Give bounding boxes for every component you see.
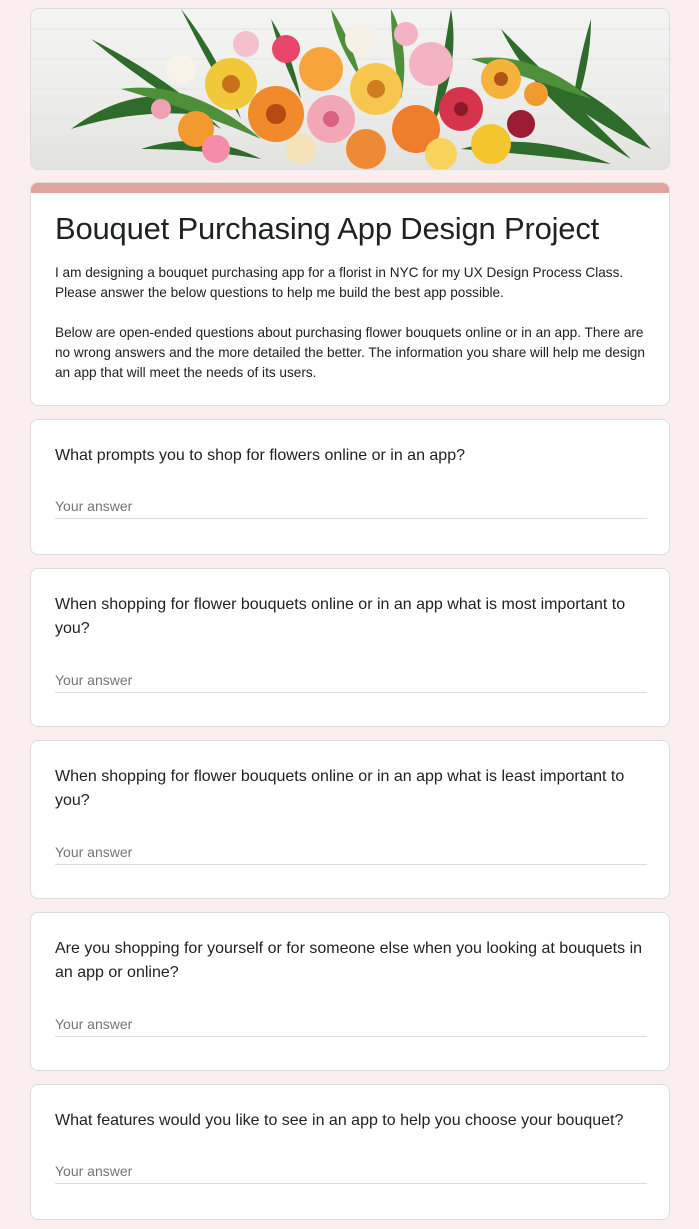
- answer-field-container: [55, 497, 647, 519]
- description-paragraph: I am designing a bouquet purchasing app for a florist in NYC for my UX Design Process Class. Please answer the below questions to help me build the best app possible.: [55, 265, 624, 300]
- question-title: When shopping for flower bouquets online or in an app what is most important to you?: [55, 596, 626, 637]
- form-description: [55, 263, 645, 383]
- answer-field-container: [55, 1162, 647, 1184]
- answer-input-1[interactable]: [55, 497, 647, 518]
- answer-field-container: [55, 1015, 647, 1037]
- question-card-4: [30, 912, 670, 1071]
- description-paragraph: Below are open-ended questions about purchasing flower bouquets online or in an app. There are no wrong answers and the more detailed the better. The information you share will help me design an app that will meet the needs of its users.: [55, 325, 645, 380]
- question-title: What prompts you to shop for flowers online or in an app?: [55, 447, 465, 464]
- question-title: Are you shopping for yourself or for someone else when you looking at bouquets in an app or online?: [55, 940, 643, 981]
- form-header-card: [30, 182, 670, 406]
- answer-field-container: [55, 671, 647, 693]
- form-title: Bouquet Purchasing App Design Project: [55, 211, 600, 246]
- answer-input-2[interactable]: [55, 671, 647, 692]
- question-card-1: [30, 419, 670, 555]
- question-card-2: [30, 568, 670, 727]
- answer-input-5[interactable]: [55, 1162, 647, 1183]
- question-title: When shopping for flower bouquets online or in an app what is least important to you?: [55, 768, 625, 809]
- header-accent-bar: [31, 183, 669, 193]
- answer-input-3[interactable]: [55, 843, 647, 864]
- answer-field-container: [55, 843, 647, 865]
- question-card-3: [30, 740, 670, 899]
- header-banner-image: [30, 8, 670, 170]
- answer-input-4[interactable]: [55, 1015, 647, 1036]
- question-title: What features would you like to see in an app to help you choose your bouquet?: [55, 1112, 624, 1129]
- question-card-5: [30, 1084, 670, 1220]
- flower-bouquet-illustration: [31, 9, 670, 170]
